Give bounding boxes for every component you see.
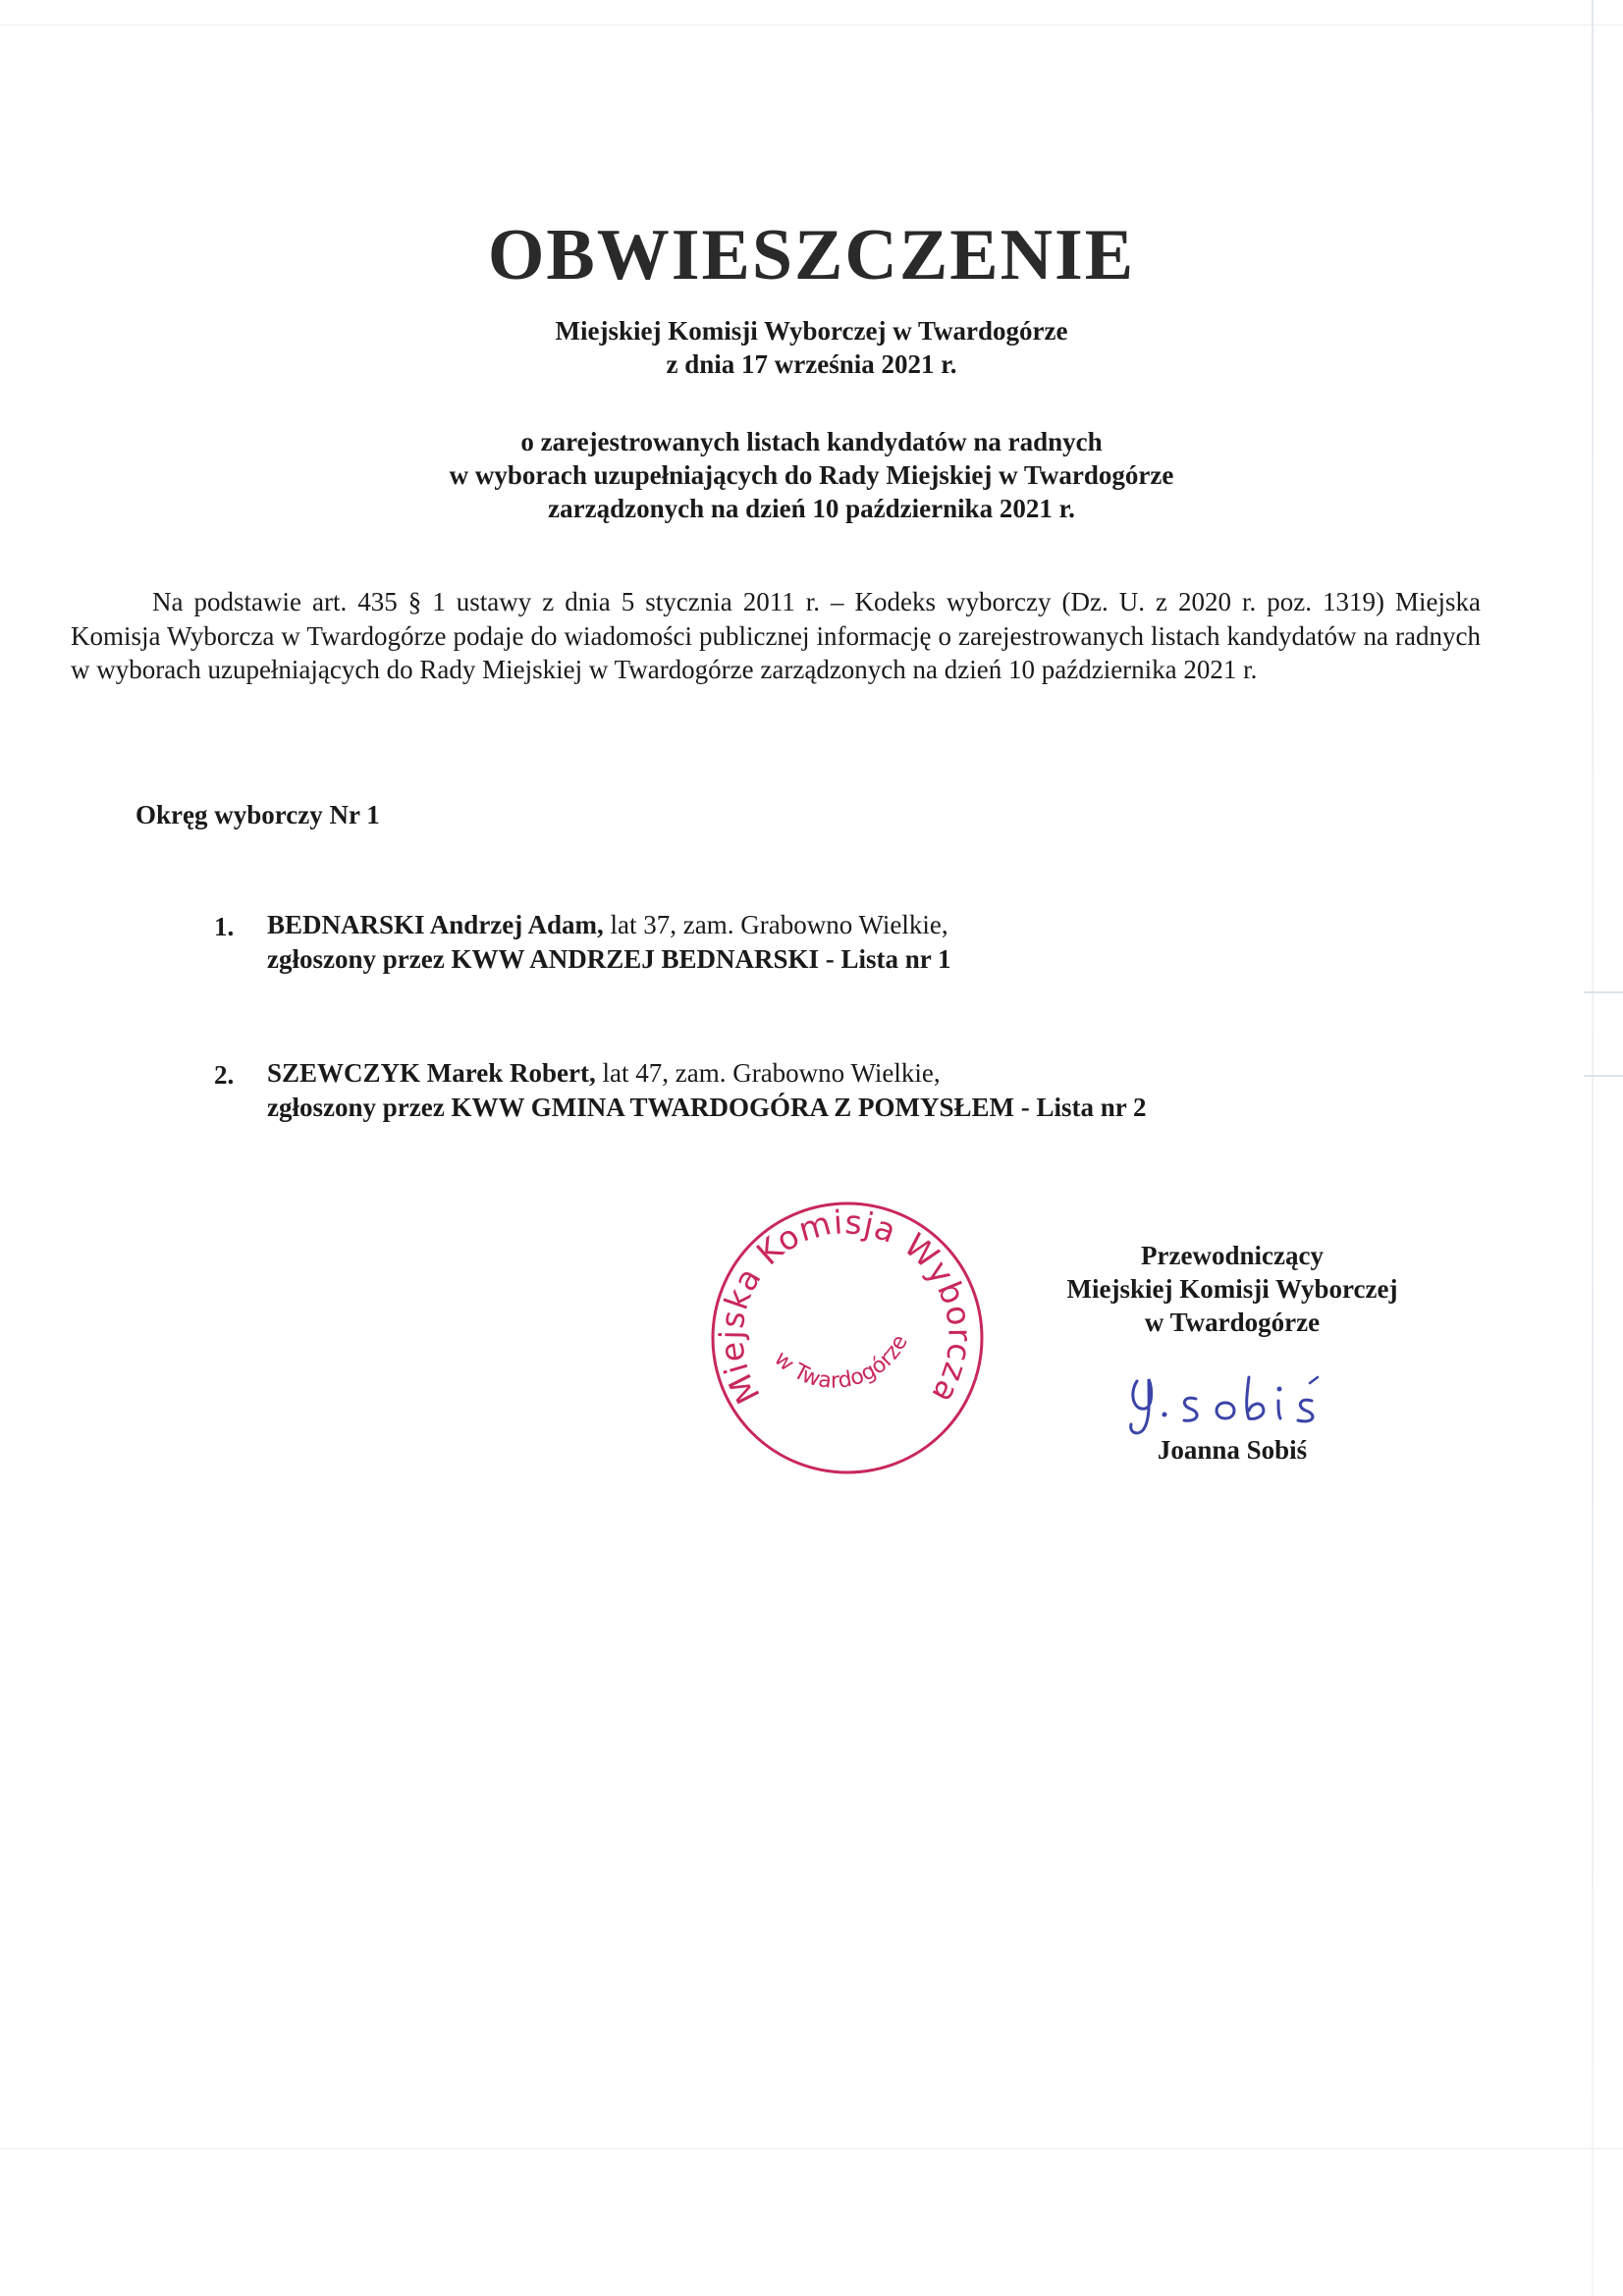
candidate-name: BEDNARSKI Andrzej Adam, [267, 910, 604, 939]
candidate-registration: zgłoszony przez KWW GMINA TWARDOGÓRA Z POMYSŁEM - Lista nr 2 [267, 1093, 1147, 1122]
signatory-role: Przewodniczący [1141, 1241, 1324, 1270]
candidate-entry [214, 908, 1441, 977]
subject-line-3: zarządzonych na dzień 10 października 2021 r. [548, 494, 1075, 523]
document-title: OBWIESZCZENIE [487, 215, 1136, 295]
scan-artifact-tick [1584, 1075, 1623, 1077]
candidate-details: lat 47, zam. Grabowno Wielkie, [595, 1058, 941, 1088]
document-subject [0, 425, 1623, 525]
candidate-entry [214, 1056, 1441, 1125]
document-issuer-block [0, 314, 1623, 381]
candidate-registration: zgłoszony przez KWW ANDRZEJ BEDNARSKI - Lista nr 1 [267, 944, 951, 974]
stamp-inner-text: w Twardogórze [769, 1330, 913, 1394]
issuer-line: Miejskiej Komisji Wyborczej w Twardogórze [555, 316, 1068, 346]
legal-basis-paragraph [71, 585, 1481, 687]
scan-artifact-bottom [0, 2148, 1623, 2149]
subject-line-2: w wyborach uzupełniających do Rady Miejskiej w Twardogórze [449, 460, 1174, 490]
issue-date: z dnia 17 września 2021 r. [666, 349, 957, 379]
scan-artifact-tick [1584, 991, 1623, 993]
scan-artifact-top [0, 25, 1623, 26]
candidate-number: 1. [214, 912, 235, 941]
candidate-number: 2. [214, 1060, 235, 1090]
legal-basis-text: Na podstawie art. 435 § 1 ustawy z dnia 5 stycznia 2011 r. – Kodeks wyborczy (Dz. U. z 2020 r. poz. 1319) Miejska Komisja Wyborcza w Twardogórze podaje do wiadomości publicznej informację o zarejestrowanych listach kandydatów na radnych w wyborach uzupełniających do Rady Miejskiej w Twardogórze zarządzonych na dzień 10 października 2021 r. [71, 587, 1481, 684]
signatory-body-line-2: w Twardogórze [1144, 1308, 1321, 1337]
subject-line-1: o zarejestrowanych listach kandydatów na radnych [520, 427, 1103, 456]
candidate-details: lat 37, zam. Grabowno Wielkie, [603, 910, 948, 939]
stamp-outer-text: Miejska Komisja Wyborcza [712, 1202, 980, 1412]
signature-block [1001, 1239, 1463, 1339]
signatory-name: Joanna Sobiś [1157, 1435, 1308, 1465]
official-stamp-icon [705, 1196, 990, 1480]
electoral-district-heading: Okręg wyborczy Nr 1 [135, 800, 380, 829]
candidate-name: SZEWCZYK Marek Robert, [267, 1058, 596, 1088]
signatory-body-line-1: Miejskiej Komisji Wyborczej [1066, 1274, 1398, 1304]
handwritten-signature-icon [1119, 1360, 1355, 1438]
